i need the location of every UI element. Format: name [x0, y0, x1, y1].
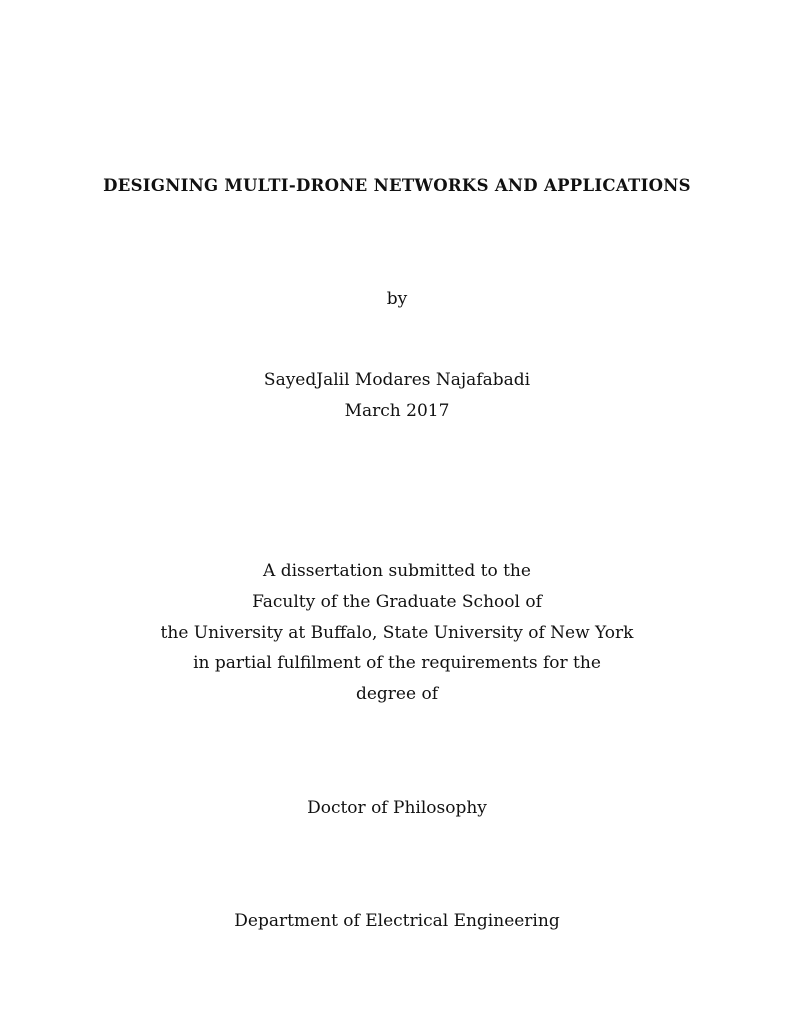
degree-name: Doctor of Philosophy	[307, 798, 487, 818]
byline: by	[386, 289, 408, 309]
author-name: SayedJalil Modares Najafabadi	[263, 370, 531, 390]
submission-date: March 2017	[344, 401, 450, 421]
department-name: Department of Electrical Engineering	[234, 911, 560, 931]
submission-statement-line-1: A dissertation submitted to the	[263, 561, 531, 581]
submission-statement-line-3: the University at Buffalo, State University of New York	[160, 623, 634, 643]
submission-statement-line-2: Faculty of the Graduate School of	[252, 592, 542, 612]
submission-statement-line-5: degree of	[355, 684, 438, 704]
submission-statement-line-4: in partial fulfilment of the requirements for the	[193, 653, 601, 673]
dissertation-title: DESIGNING MULTI-DRONE NETWORKS AND APPLICATIONS	[103, 176, 691, 195]
